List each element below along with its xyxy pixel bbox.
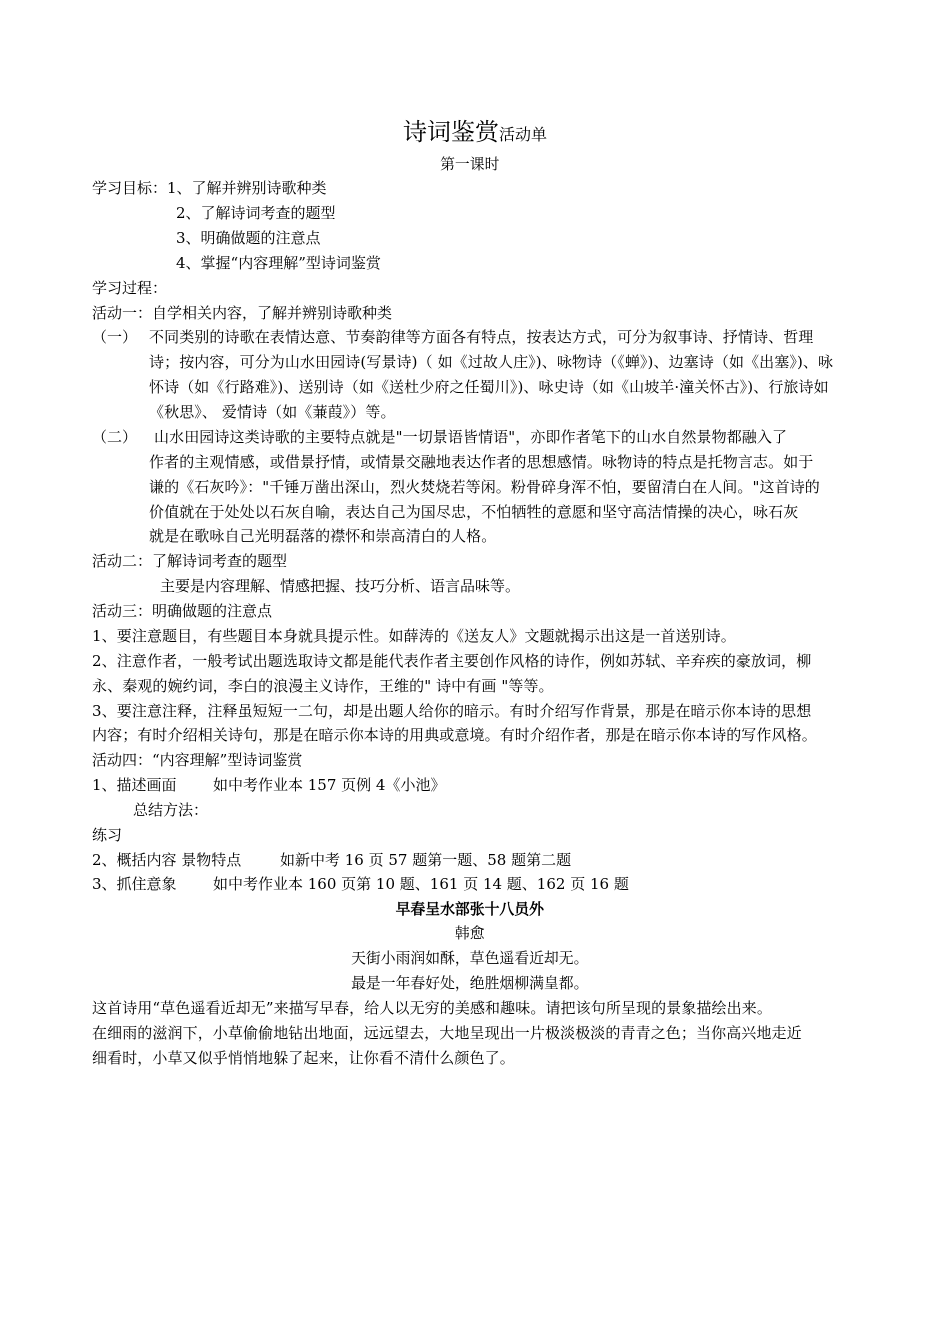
lesson-label: 第一课时 bbox=[440, 155, 500, 173]
goal-item: 2、了解诗词考查的题型 bbox=[176, 204, 336, 222]
paragraph-line: 《秋思》、 爱情诗（如《蒹葭》）等。 bbox=[149, 403, 396, 421]
activity3-line: 1、要注意题目，有些题目本身就具提示性。如薛涛的《送友人》文题就揭示出这是一首送别诗。 bbox=[92, 627, 736, 645]
answer-line: 在细雨的滋润下，小草偷偷地钻出地面，远远望去，大地呈现出一片极淡极淡的青青之色；当你高兴地走近 bbox=[92, 1024, 802, 1042]
poem-author: 韩愈 bbox=[454, 924, 485, 942]
activity3-heading: 活动三：明确做题的注意点 bbox=[92, 602, 273, 620]
goal-item: 3、明确做题的注意点 bbox=[176, 229, 321, 247]
activity3-line: 内容；有时介绍相关诗句，那是在暗示你本诗的用典或意境。有时介绍作者，那是在暗示你本诗的写作风格。 bbox=[92, 726, 817, 744]
process-label: 学习过程： bbox=[92, 279, 168, 297]
paragraph-line: 谦的《石灰吟》："千锤万凿出深山，烈火焚烧若等闲。粉骨碎身浑不怕，要留清白在人间。"这首诗的 bbox=[149, 478, 820, 496]
poem-line: 最是一年春好处，绝胜烟柳满皇都。 bbox=[351, 974, 589, 992]
activity4-item1-label: 1、描述画面 bbox=[92, 776, 177, 794]
activity4-item3-ref: 如中考作业本 160 页第 10 题、161 页 14 题、162 页 16 题 bbox=[213, 875, 629, 893]
activity4-item2-ref: 如新中考 16 页 57 题第一题、58 题第二题 bbox=[280, 851, 572, 869]
activity3-line: 永、秦观的婉约词，李白的浪漫主义诗作，王维的" 诗中有画 "等等。 bbox=[92, 677, 554, 695]
activity4-item2-label: 2、概括内容 景物特点 bbox=[92, 851, 242, 869]
paragraph-line: 作者的主观情感，或借景抒情，或情景交融地表达作者的思想感情。咏物诗的特点是托物言志。如于 bbox=[149, 453, 814, 471]
activity1-heading: 活动一：自学相关内容，了解并辨别诗歌种类 bbox=[92, 304, 393, 322]
activity2-heading: 活动二：了解诗词考查的题型 bbox=[92, 552, 288, 570]
document-title bbox=[0, 112, 950, 147]
summary-label: 总结方法： bbox=[133, 801, 209, 819]
poem-title: 早春呈水部张十八员外 bbox=[395, 900, 544, 918]
paragraph-number: （二） bbox=[92, 428, 138, 446]
paragraph-number: （一） bbox=[92, 328, 138, 346]
activity3-line: 3、要注意注释，注释虽短短一二句，却是出题人给你的暗示。有时介绍写作背景，那是在暗示你本诗的思想 bbox=[92, 702, 812, 720]
activity4-heading: 活动四：“内容理解”型诗词鉴赏 bbox=[92, 751, 303, 769]
paragraph-line: 就是在歌咏自己光明磊落的襟怀和崇高清白的人格。 bbox=[149, 527, 497, 545]
goals-label: 学习目标：1、了解并辨别诗歌种类 bbox=[92, 179, 327, 197]
answer-line: 细看时，小草又似乎悄悄地躲了起来，让你看不清什么颜色了。 bbox=[92, 1049, 515, 1067]
activity4-item3-label: 3、抓住意象 bbox=[92, 875, 177, 893]
title-subtitle: 活动单 bbox=[498, 125, 547, 144]
practice-label: 练习 bbox=[92, 826, 123, 844]
goal-item: 4、掌握“内容理解”型诗词鉴赏 bbox=[176, 254, 381, 272]
paragraph-line: 价值就在于处处以石灰自喻，表达自己为国尽忠，不怕牺牲的意愿和坚守高洁情操的决心，咏石灰 bbox=[149, 503, 799, 521]
activity3-line: 2、注意作者，一般考试出题选取诗文都是能代表作者主要创作风格的诗作，例如苏轼、辛弃疾的豪放词，柳 bbox=[92, 652, 812, 670]
paragraph-line: 怀诗（如《行路难》)、送别诗（如《送杜少府之任蜀川》)、咏史诗（如《山坡羊·潼关怀古》)、行旅诗如 bbox=[149, 378, 829, 396]
paragraph-line: 山水田园诗这类诗歌的主要特点就是"一切景语皆情语"，亦即作者笔下的山水自然景物都融入了 bbox=[154, 428, 788, 446]
title-main: 诗词鉴赏 bbox=[402, 118, 499, 146]
paragraph-line: 不同类别的诗歌在表情达意、节奏韵律等方面各有特点，按表达方式，可分为叙事诗、抒情诗、哲理 bbox=[149, 328, 814, 346]
question-line: 这首诗用“草色遥看近却无”来描写早春，给人以无穷的美感和趣味。请把该句所呈现的景象描绘出来。 bbox=[92, 999, 772, 1017]
poem-line: 天街小雨润如酥，草色遥看近却无。 bbox=[351, 949, 589, 967]
paragraph-line: 诗；按内容，可分为山水田园诗(写景诗)（ 如《过故人庄》)、咏物诗（《蝉》)、边塞诗（如《出塞》)、咏 bbox=[149, 353, 834, 371]
activity4-item1-ref: 如中考作业本 157 页例 4《小池》 bbox=[213, 776, 446, 794]
activity2-content: 主要是内容理解、情感把握、技巧分析、语言品味等。 bbox=[160, 577, 521, 595]
